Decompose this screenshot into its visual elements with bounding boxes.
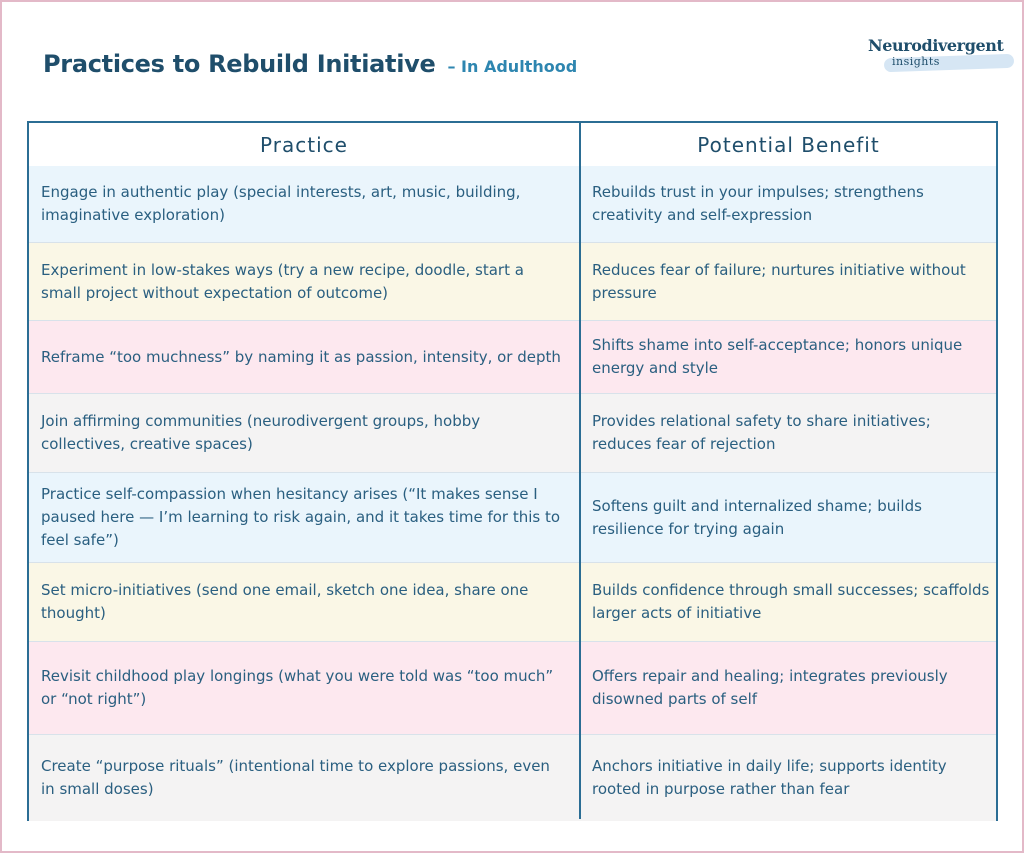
page-title: Practices to Rebuild Initiative	[43, 50, 436, 78]
practice-cell: Practice self-compassion when hesitancy arises (“It makes sense I paused here — I’m learning to risk again, and it takes time for this to feel safe”)	[41, 485, 561, 549]
title-block	[43, 50, 577, 78]
practice-cell: Revisit childhood play longings (what you were told was “too much” or “not right”)	[41, 667, 554, 708]
table-row	[29, 321, 996, 394]
benefit-cell: Reduces fear of failure; nurtures initiative without pressure	[592, 260, 966, 302]
benefit-cell: Provides relational safety to share initiatives; reduces fear of rejection	[592, 412, 931, 453]
benefit-cell: Offers repair and healing; integrates previously disowned parts of self	[592, 667, 948, 708]
table-header-row	[29, 123, 996, 167]
logo-tagline: insights	[892, 55, 940, 68]
practices-table	[27, 121, 998, 821]
table-row	[29, 563, 996, 642]
brand-logo	[864, 36, 1014, 76]
practice-cell: Create “purpose rituals” (intentional time to explore passions, even in small doses)	[41, 757, 550, 798]
page-subtitle: – In Adulthood	[447, 57, 578, 76]
table-row	[29, 243, 996, 321]
benefit-cell: Softens guilt and internalized shame; builds resilience for trying again	[592, 496, 922, 538]
practice-cell: Join affirming communities (neurodivergent groups, hobby collectives, creative spaces)	[41, 412, 481, 453]
table-row	[29, 394, 996, 473]
logo-wordmark: Neurodivergent	[868, 36, 1004, 55]
table-row	[29, 642, 996, 735]
benefit-cell: Builds confidence through small successes; scaffolds larger acts of initiative	[592, 581, 990, 622]
practice-cell: Experiment in low-stakes ways (try a new recipe, doodle, start a small project without expectation of outcome)	[41, 260, 524, 302]
practice-cell: Set micro-initiatives (send one email, sketch one idea, share one thought)	[41, 581, 529, 622]
practice-cell: Reframe “too muchness” by naming it as passion, intensity, or depth	[41, 347, 561, 366]
header-practice: Practice	[260, 132, 348, 157]
header-benefit: Potential Benefit	[697, 132, 880, 157]
column-divider	[579, 123, 581, 819]
benefit-cell: Shifts shame into self-acceptance; honors unique energy and style	[592, 336, 963, 377]
practice-cell: Engage in authentic play (special interests, art, music, building, imaginative exploration)	[41, 183, 521, 224]
table-row	[29, 166, 996, 243]
benefit-cell: Rebuilds trust in your impulses; strengthens creativity and self-expression	[592, 183, 924, 224]
table-row	[29, 473, 996, 563]
benefit-cell: Anchors initiative in daily life; supports identity rooted in purpose rather than fear	[592, 757, 947, 798]
table-row	[29, 735, 996, 821]
